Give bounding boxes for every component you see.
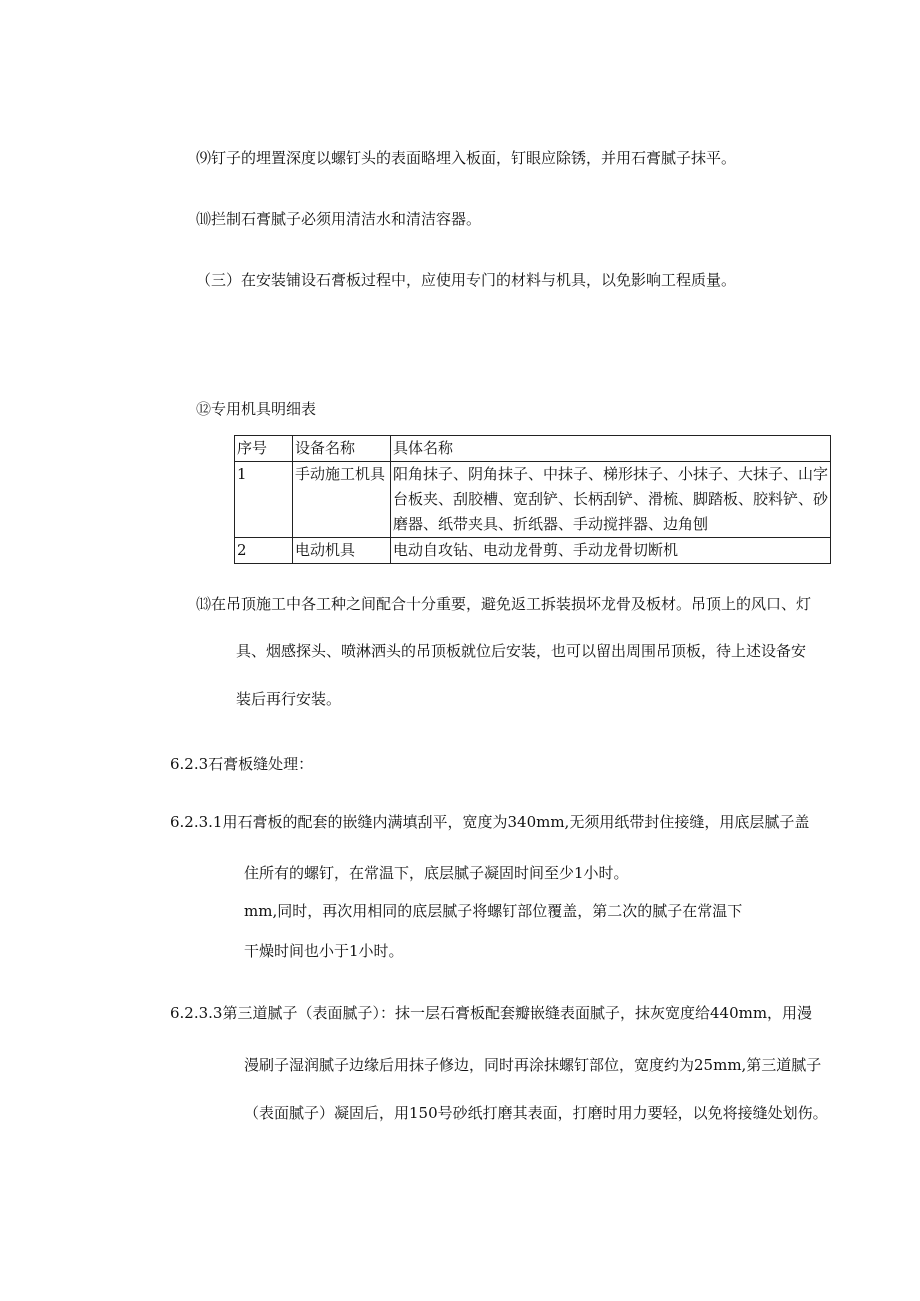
item-12-table-title: ⑫专用机具明细表 bbox=[196, 400, 317, 418]
table-row bbox=[235, 462, 831, 538]
cell-equipment: 电动机具 bbox=[293, 538, 391, 564]
cell-index: 2 bbox=[235, 538, 293, 564]
para-6-2-3-1-line-2: 住所有的螺钉，在常温下，底层腻子凝固时间至少1小时。 bbox=[244, 864, 629, 882]
table-header-row bbox=[235, 436, 831, 462]
table-row bbox=[235, 538, 831, 564]
para-6-2-3-3-line-3: （表面腻子）凝固后，用150号砂纸打磨其表面，打磨时用力要轻，以免将接缝处划伤。 bbox=[244, 1104, 828, 1122]
section-3-text: （三）在安装铺设石膏板过程中，应使用专门的材料与机具，以免影响工程质量。 bbox=[196, 271, 737, 289]
cell-detail: 阳角抹子、阴角抹子、中抹子、梯形抹子、小抹子、大抹子、山字台板夹、刮胶槽、宽刮铲、长柄刮铲、滑梳、脚踏板、胶料铲、砂磨器、纸带夹具、折纸器、手动搅拌器、边角刨 bbox=[391, 462, 831, 538]
cell-detail: 电动自攻钻、电动龙骨剪、手动龙骨切断机 bbox=[391, 538, 831, 564]
item-13-line-1: ⒀在吊顶施工中各工种之间配合十分重要，避免返工拆装损坏龙骨及板材。吊顶上的风口、灯 bbox=[196, 595, 812, 613]
item-13-line-2: 具、烟感探头、喷淋洒头的吊顶板就位后安装，也可以留出周围吊顶板，待上述设备安 bbox=[236, 642, 807, 660]
cell-equipment: 手动施工机具 bbox=[293, 462, 391, 538]
para-6-2-3-1-line-1: 6.2.3.1用石膏板的配套的嵌缝内满填刮平，宽度为340mm,无须用纸带封住接缝，用底层腻子盖 bbox=[170, 813, 810, 831]
para-6-2-3-1-line-3: mm,同时，再次用相同的底层腻子将螺钉部位覆盖，第二次的腻子在常温下 bbox=[244, 902, 743, 920]
header-index: 序号 bbox=[235, 436, 293, 462]
para-6-2-3-3-line-2: 漫刷子湿润腻子边缘后用抹子修边，同时再涂抹螺钉部位，宽度约为25mm,第三道腻子 bbox=[244, 1056, 822, 1074]
item-13-line-3: 装后再行安装。 bbox=[236, 690, 342, 708]
header-detail: 具体名称 bbox=[391, 436, 831, 462]
cell-index: 1 bbox=[235, 462, 293, 538]
item-9-text: ⑼钉子的埋置深度以螺钉头的表面略埋入板面，钉眼应除锈，并用石膏腻子抹平。 bbox=[196, 149, 737, 167]
tool-table bbox=[234, 435, 831, 564]
para-6-2-3-3-line-1: 6.2.3.3第三道腻子（表面腻子）：抹一层石膏板配套瓣嵌缝表面腻子，抹灰宽度给440mm，用漫 bbox=[170, 1004, 813, 1022]
header-equipment: 设备名称 bbox=[293, 436, 391, 462]
section-6-2-3-title: 6.2.3石膏板缝处理： bbox=[170, 755, 314, 773]
para-6-2-3-1-line-4: 干燥时间也小于1小时。 bbox=[244, 942, 404, 960]
item-10-text: ⑽拦制石膏腻子必须用清洁水和清洁容器。 bbox=[196, 210, 482, 228]
